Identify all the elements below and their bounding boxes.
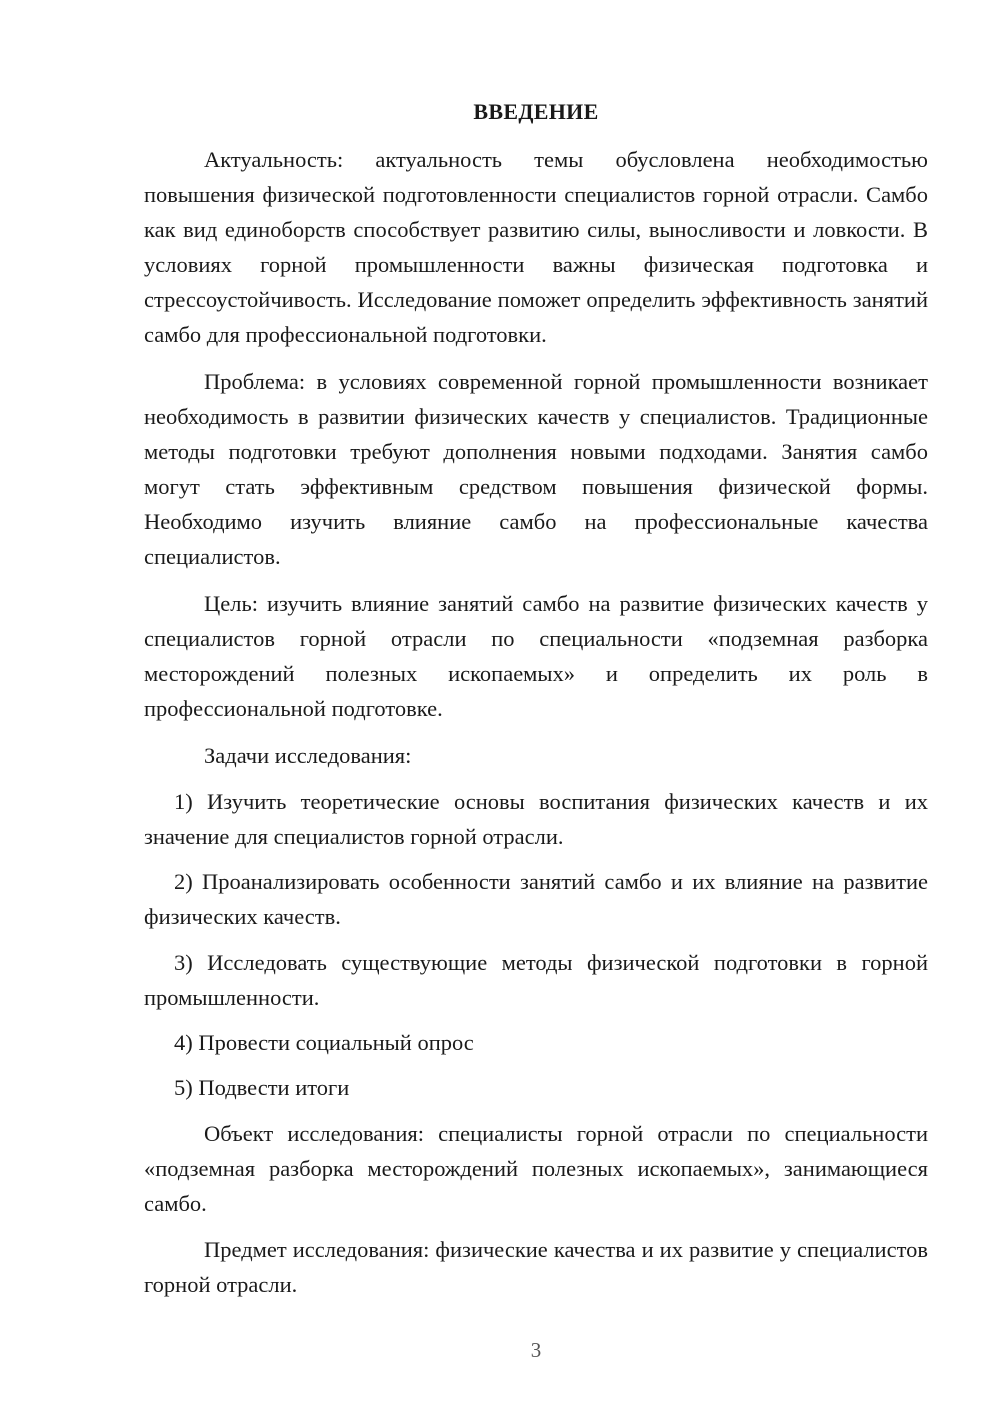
task-item-5: 5) Подвести итоги bbox=[174, 1075, 350, 1100]
page-number: 3 bbox=[530, 1338, 542, 1362]
relevance-paragraph: Актуальность: актуальность темы обусловлена необходимостью повышения физической подготовленности специалистов горной отрасли. Самбо как вид единоборств способствует развитию силы, выносливости и ловкости. В условиях горной промышленности важны физическая подготовка и стрессоустойчивость. Исследование поможет определить эффективность занятий самбо для профессиональной подготовки. bbox=[144, 147, 928, 347]
task-item-4: 4) Провести социальный опрос bbox=[174, 1030, 474, 1055]
goal-paragraph: Цель: изучить влияние занятий самбо на развитие физических качеств у специалистов горной отрасли по специальности «подземная разборка месторождений полезных ископаемых» и определить их роль в профессиональной подготовке. bbox=[144, 591, 928, 721]
task-item-2: 2) Проанализировать особенности занятий самбо и их влияние на развитие физических качеств. bbox=[144, 869, 928, 929]
page-title: ВВЕДЕНИЕ bbox=[473, 99, 599, 124]
object-paragraph: Объект исследования: специалисты горной отрасли по специальности «подземная разборка месторождений полезных ископаемых», занимающиеся самбо. bbox=[144, 1121, 928, 1216]
tasks-heading: Задачи исследования: bbox=[204, 743, 412, 768]
problem-paragraph: Проблема: в условиях современной горной промышленности возникает необходимость в развитии физических качеств у специалистов. Традиционные методы подготовки требуют дополнения новыми подходами. Занятия самбо могут стать эффективным средством повышения физической формы. Необходимо изучить влияние самбо на профессиональные качества специалистов. bbox=[144, 369, 928, 569]
subject-paragraph: Предмет исследования: физические качества и их развитие у специалистов горной отрасли. bbox=[144, 1237, 928, 1297]
task-item-1: 1) Изучить теоретические основы воспитания физических качеств и их значение для специалистов горной отрасли. bbox=[144, 789, 928, 849]
task-item-3: 3) Исследовать существующие методы физической подготовки в горной промышленности. bbox=[144, 950, 928, 1010]
